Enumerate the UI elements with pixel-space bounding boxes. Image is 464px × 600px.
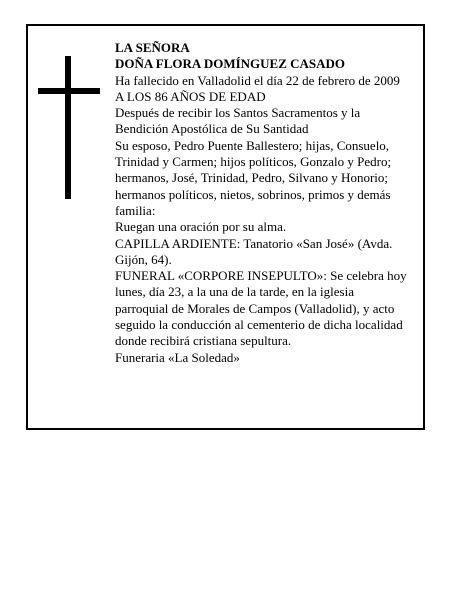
chapel-line-2: Gijón, 64). xyxy=(115,251,172,267)
notice-text xyxy=(115,40,427,366)
cross-icon xyxy=(38,56,100,199)
family-line-3: hermanos, José, Trinidad, Pedro, Silvano y Honorio; xyxy=(115,170,388,186)
funeral-line-5: donde recibirá cristiana sepultura. xyxy=(115,333,292,349)
deceased-name: DOÑA FLORA DOMÍNGUEZ CASADO xyxy=(115,56,346,72)
funeral-line-2: lunes, día 23, a la una de la tarde, en la iglesia xyxy=(115,284,354,300)
family-line-1: Su esposo, Pedro Puente Ballestero; hijas, Consuelo, xyxy=(115,137,390,153)
cross-vertical-bar xyxy=(65,56,71,199)
sacraments-line-1: Después de recibir los Santos Sacramentos y la xyxy=(115,105,361,121)
notice-title: LA SEÑORA xyxy=(115,40,190,55)
chapel-line-1: CAPILLA ARDIENTE: Tanatorio «San José» (Avda. xyxy=(115,235,393,251)
prayer-request: Ruegan una oración por su alma. xyxy=(115,219,287,235)
family-line-2: Trinidad y Carmen; hijos políticos, Gonzalo y Pedro; xyxy=(115,154,392,170)
sacraments-line-2: Bendición Apostólica de Su Santidad xyxy=(115,121,309,137)
funeral-line-4: seguido la conducción al cementerio de dicha localidad xyxy=(115,317,403,333)
funeral-line-1: FUNERAL «CORPORE INSEPULTO»: Se celebra hoy xyxy=(115,268,407,284)
family-line-5: familia: xyxy=(115,202,156,218)
funeral-home: Funeraria «La Soledad» xyxy=(115,349,240,365)
obituary-notice xyxy=(26,24,425,430)
age-line: A LOS 86 AÑOS DE EDAD xyxy=(115,88,266,104)
family-line-4: hermanos políticos, nietos, sobrinos, primos y demás xyxy=(115,186,391,202)
death-date-line: Ha fallecido en Valladolid el día 22 de febrero de 2009 xyxy=(115,72,400,88)
cross-horizontal-bar xyxy=(38,88,100,94)
funeral-line-3: parroquial de Morales de Campos (Valladolid), y acto xyxy=(115,300,395,316)
